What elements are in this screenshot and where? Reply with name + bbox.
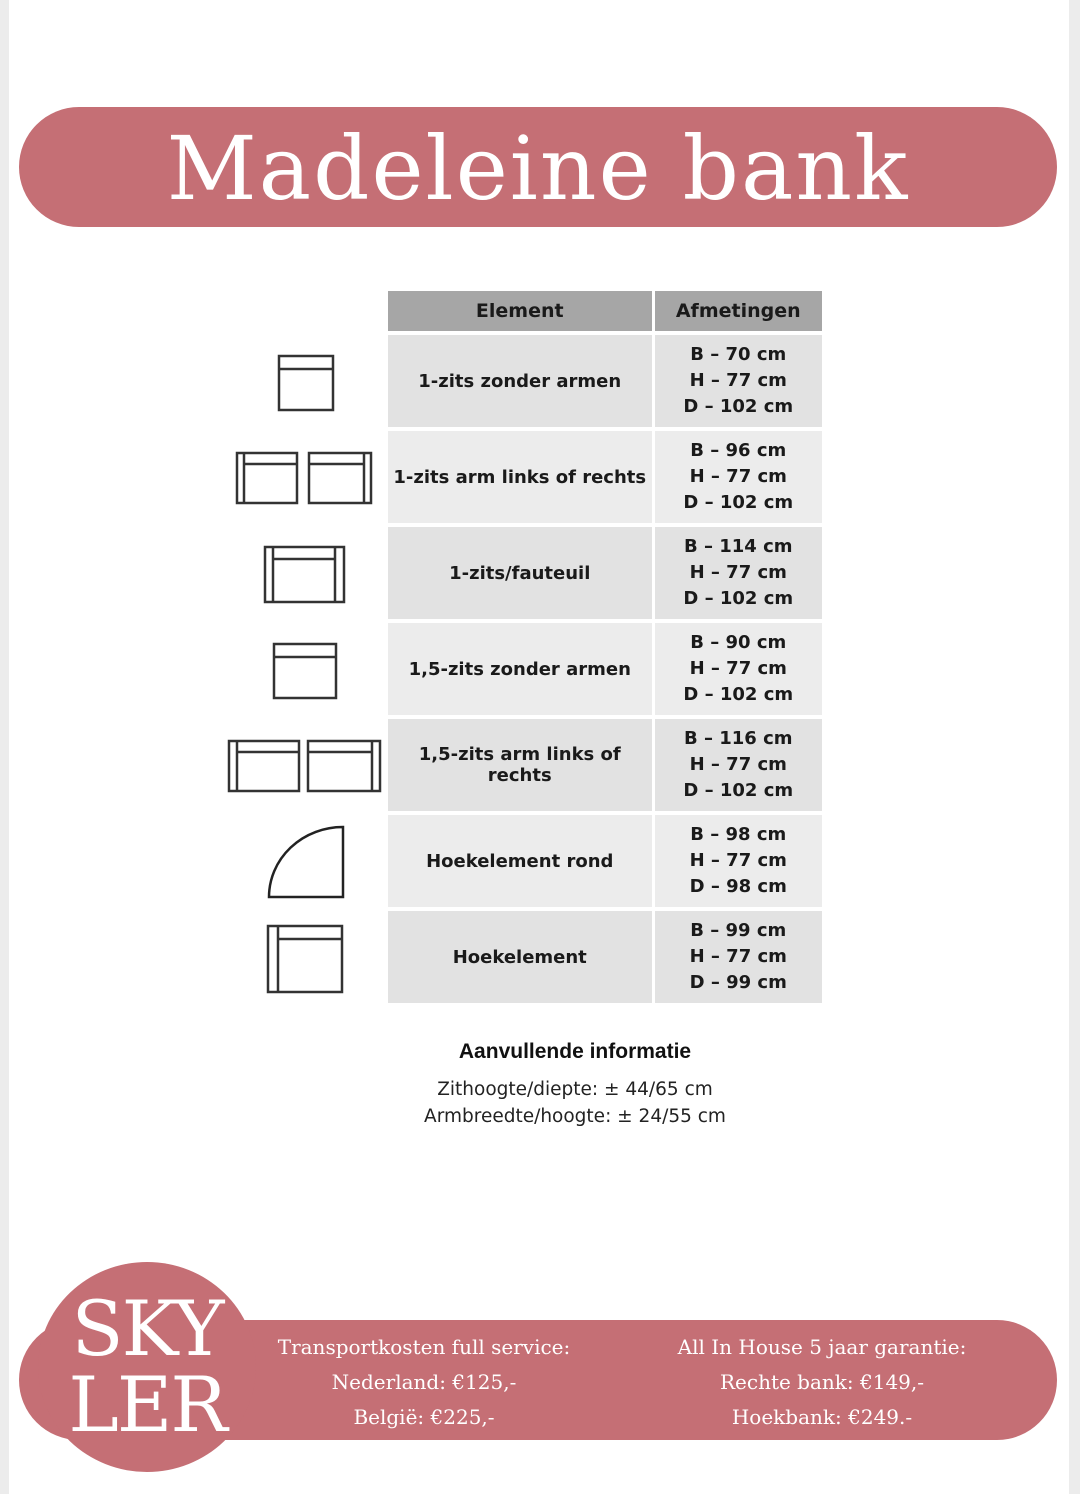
arm-width-height: Armbreedte/hoogte: ± 24/55 cm xyxy=(424,1106,726,1127)
additional-info xyxy=(380,1040,770,1130)
element-dimensions xyxy=(653,525,822,621)
depth-value: D – 102 cm xyxy=(683,396,794,417)
width-value: B – 116 cm xyxy=(683,728,793,749)
table-row xyxy=(388,717,822,813)
depth-value: D – 102 cm xyxy=(683,684,794,705)
element-name: 1,5-zits arm links of rechts xyxy=(388,717,653,813)
element-name: Hoekelement rond xyxy=(388,813,653,909)
seat-height-depth: Zithoogte/diepte: ± 44/65 cm xyxy=(437,1079,713,1100)
transport-costs xyxy=(264,1330,584,1435)
warranty-straight-sofa: Rechte bank: €149,- xyxy=(719,1370,925,1394)
width-value: B – 90 cm xyxy=(690,632,787,653)
element-name: 1-zits/fauteuil xyxy=(388,525,653,621)
depth-value: D – 98 cm xyxy=(689,876,787,897)
height-value: H – 77 cm xyxy=(689,946,787,967)
height-value: H – 77 cm xyxy=(689,466,787,487)
element-dimensions xyxy=(653,717,822,813)
seat-wide-one-arm-icon xyxy=(222,719,388,815)
transport-title: Transportkosten full service: xyxy=(277,1335,571,1359)
element-dimensions xyxy=(653,621,822,717)
armless-seat-wide-icon xyxy=(222,623,388,719)
armless-seat-icon xyxy=(222,335,388,431)
table-row xyxy=(388,333,822,429)
height-value: H – 77 cm xyxy=(689,562,787,583)
element-name: 1-zits zonder armen xyxy=(388,333,653,429)
header-dimensions: Afmetingen xyxy=(653,291,822,333)
table-row xyxy=(388,525,822,621)
element-dimensions xyxy=(653,813,822,909)
dimensions-table xyxy=(388,291,822,1007)
logo-line-1: SKY xyxy=(71,1284,223,1373)
height-value: H – 77 cm xyxy=(689,850,787,871)
height-value: H – 77 cm xyxy=(689,754,787,775)
depth-value: D – 99 cm xyxy=(689,972,787,993)
width-value: B – 114 cm xyxy=(683,536,793,557)
table-row xyxy=(388,429,822,525)
depth-value: D – 102 cm xyxy=(683,492,794,513)
depth-value: D – 102 cm xyxy=(683,780,794,801)
table-header-row xyxy=(388,291,822,333)
width-value: B – 96 cm xyxy=(690,440,787,461)
element-dimensions xyxy=(653,909,822,1005)
header-element: Element xyxy=(388,291,653,333)
warranty-corner-sofa: Hoekbank: €249.- xyxy=(731,1405,913,1429)
table-row xyxy=(388,813,822,909)
element-name: 1,5-zits zonder armen xyxy=(388,621,653,717)
table-row xyxy=(388,621,822,717)
element-name: Hoekelement xyxy=(388,909,653,1005)
element-icons xyxy=(222,335,388,1007)
table-row xyxy=(388,909,822,1005)
seat-one-arm-icon xyxy=(222,431,388,527)
element-dimensions xyxy=(653,429,822,525)
width-value: B – 99 cm xyxy=(690,920,787,941)
transport-netherlands: Nederland: €125,- xyxy=(331,1370,517,1394)
transport-belgium: België: €225,- xyxy=(353,1405,495,1429)
warranty-info xyxy=(662,1330,982,1435)
width-value: B – 70 cm xyxy=(690,344,787,365)
element-name: 1-zits arm links of rechts xyxy=(388,429,653,525)
skyler-logo xyxy=(38,1262,256,1472)
info-title: Aanvullende informatie xyxy=(458,1040,692,1063)
round-corner-icon xyxy=(222,815,388,911)
height-value: H – 77 cm xyxy=(689,370,787,391)
page-title: Madeleine bank xyxy=(166,117,910,220)
logo-line-2: LER xyxy=(68,1360,226,1449)
armchair-icon xyxy=(222,527,388,623)
element-dimensions xyxy=(653,333,822,429)
corner-element-icon xyxy=(222,911,388,1007)
width-value: B – 98 cm xyxy=(690,824,787,845)
warranty-title: All In House 5 jaar garantie: xyxy=(677,1335,967,1359)
depth-value: D – 102 cm xyxy=(683,588,794,609)
height-value: H – 77 cm xyxy=(689,658,787,679)
title-banner xyxy=(19,107,1057,227)
